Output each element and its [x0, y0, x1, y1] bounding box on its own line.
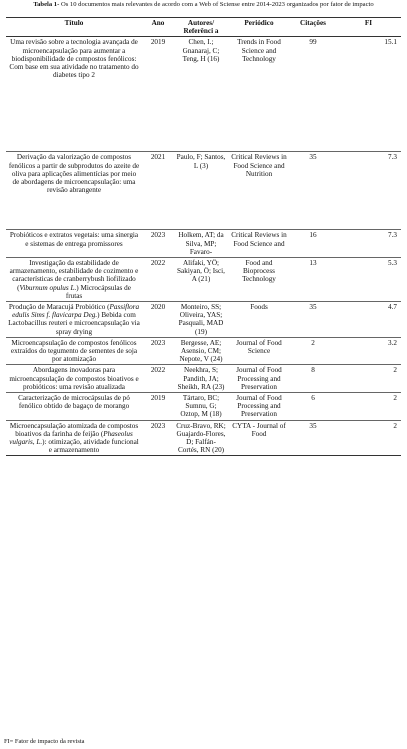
cell-titulo: Abordagens inovadoras para microencapsulação de compostos bioativos e probióticos: uma revisão atualizada	[6, 365, 142, 393]
header-autores: Autores/ Referênci a	[174, 18, 228, 37]
cell-ano: 2022	[142, 365, 174, 393]
cell-fi: 7.3	[336, 230, 401, 258]
cell-titulo: Produção de Maracujá Probiótico (Passiflora edulis Sims f. flavicarpa Deg.) Bebida com Lactobacillus reuteri e microencapsulação via spray drying	[6, 302, 142, 338]
cell-fi: 7.3	[336, 152, 401, 230]
cell-titulo: Derivação da valorização de compostos fenólicos a partir de subprodutos do azeite de oliva para aplicações alimentícias por meio de abordagens de microencapsulação: uma revisão abrangente	[6, 152, 142, 230]
cell-ano: 2023	[142, 420, 174, 456]
cell-fi: 2	[336, 365, 401, 393]
cell-citacoes: 2	[290, 337, 336, 365]
cell-fi: 2	[336, 420, 401, 456]
cell-fi: 4.7	[336, 302, 401, 338]
cell-titulo: Probióticos e extratos vegetais: uma sinergia e sistemas de entrega promissores	[6, 230, 142, 258]
table-row	[6, 152, 401, 230]
documents-table	[6, 17, 401, 456]
cell-periodico: CYTA - Journal of Food	[228, 420, 290, 456]
header-ano: Ano	[142, 18, 174, 37]
table-row	[6, 230, 401, 258]
cell-ano: 2022	[142, 258, 174, 302]
caption-label: Tabela 1-	[33, 1, 60, 8]
table-row	[6, 420, 401, 456]
cell-periodico: Food and Bioprocess Technology	[228, 258, 290, 302]
table-footnote: FI= Fator de impacto da revista	[4, 738, 85, 745]
cell-fi: 5.3	[336, 258, 401, 302]
cell-ano: 2020	[142, 302, 174, 338]
table-row	[6, 365, 401, 393]
cell-autores: Tártaro, BC; Sumnu, G; Oztop, M (18)	[174, 393, 228, 421]
cell-citacoes: 13	[290, 258, 336, 302]
cell-autores: Paulo, F; Santos, L (3)	[174, 152, 228, 230]
cell-autores: Chen, I.; Gnanaraj, C; Teng, H (16)	[174, 37, 228, 152]
cell-titulo: Caracterização de microcápsulas de pó fenólico obtido de bagaço de morango	[6, 393, 142, 421]
table-row	[6, 337, 401, 365]
caption-text: Os 10 documentos mais relevantes de acordo com a Web of Sciense entre 2014-2023 organizados por fator de impacto	[60, 1, 374, 8]
cell-fi: 15.1	[336, 37, 401, 152]
cell-ano: 2023	[142, 337, 174, 365]
cell-autores: Neekhra, S; Pandith, JA; Sheikh, RA (23)	[174, 365, 228, 393]
table-row	[6, 393, 401, 421]
table-row	[6, 258, 401, 302]
cell-citacoes: 35	[290, 152, 336, 230]
cell-ano: 2021	[142, 152, 174, 230]
cell-periodico: Journal of Food Processing and Preservation	[228, 393, 290, 421]
header-fi: FI	[336, 18, 401, 37]
cell-periodico: Journal of Food Science	[228, 337, 290, 365]
cell-citacoes: 99	[290, 37, 336, 152]
header-row	[6, 18, 401, 37]
cell-ano: 2019	[142, 37, 174, 152]
cell-fi: 2	[336, 393, 401, 421]
cell-titulo: Uma revisão sobre a tecnologia avançada de microencapsulação para aumentar a biodisponibilidade de compostos fenólicos: Com base em sua atividade no tratamento do diabetes tipo 2	[6, 37, 142, 152]
cell-citacoes: 16	[290, 230, 336, 258]
cell-autores: Alifaki, YÖ; Sakiyan, Ö; Isci, A (21)	[174, 258, 228, 302]
cell-autores: Bergesse, AE; Asensio, CM; Nepote, V (24)	[174, 337, 228, 365]
cell-fi: 3.2	[336, 337, 401, 365]
cell-titulo: Investigação da estabilidade de armazenamento, estabilidade de cozimento e características de cranberrybush liofilizado (Viburnum opulus L.) Microcápsulas de frutas	[6, 258, 142, 302]
cell-citacoes: 6	[290, 393, 336, 421]
table-row	[6, 302, 401, 338]
cell-citacoes: 35	[290, 420, 336, 456]
cell-periodico: Critical Reviews in Food Science and Nutrition	[228, 152, 290, 230]
header-citacoes: Citações	[290, 18, 336, 37]
cell-ano: 2019	[142, 393, 174, 421]
cell-titulo: Microencapsulação atomizada de compostos bioativos da farinha de feijão (Phaseolus vulgaris, L.): otimização, atividade funcional e armazenamento	[6, 420, 142, 456]
cell-citacoes: 35	[290, 302, 336, 338]
cell-periodico: Foods	[228, 302, 290, 338]
cell-autores: Holkem, AT; da Silva, MP; Favaro-	[174, 230, 228, 258]
cell-ano: 2023	[142, 230, 174, 258]
header-periodico: Periódico	[228, 18, 290, 37]
table-row	[6, 37, 401, 152]
cell-periodico: Critical Reviews in Food Science and	[228, 230, 290, 258]
cell-periodico: Trends in Food Science and Technology	[228, 37, 290, 152]
table-caption	[6, 1, 401, 9]
cell-autores: Monteiro, SS; Oliveira, YAS; Pasquali, MAD (19)	[174, 302, 228, 338]
cell-titulo: Microencapsulação de compostos fenólicos extraídos do tegumento de sementes de soja por atomização	[6, 337, 142, 365]
cell-autores: Cruz-Bravo, RK; Guajardo-Flores, D; Falfán-Cortés, RN (20)	[174, 420, 228, 456]
cell-citacoes: 8	[290, 365, 336, 393]
header-titulo: Título	[6, 18, 142, 37]
cell-periodico: Journal of Food Processing and Preservation	[228, 365, 290, 393]
